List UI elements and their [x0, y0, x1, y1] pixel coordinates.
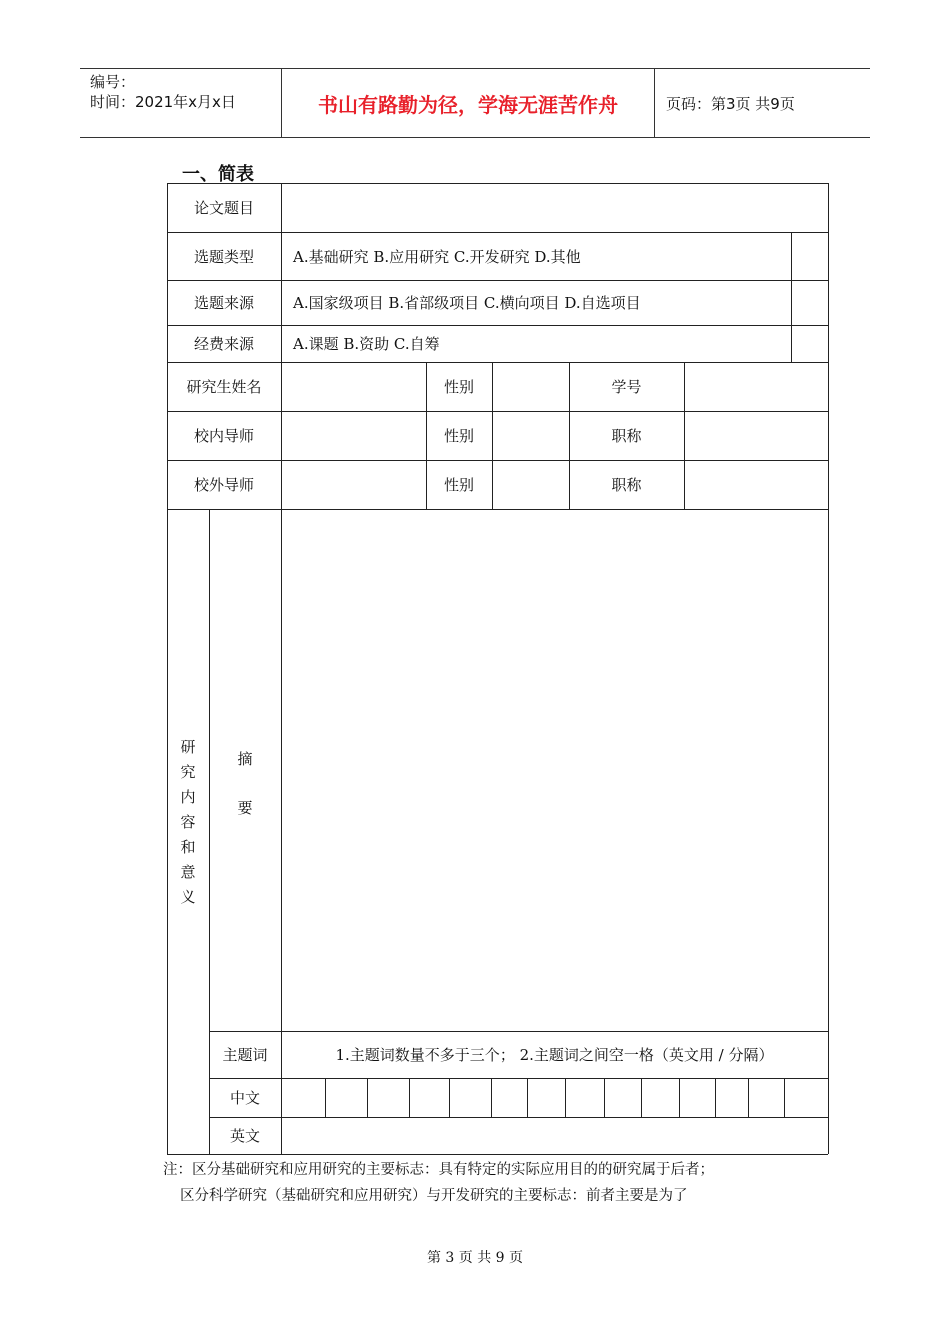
internal-advisor-title-label: 职称 — [611, 427, 642, 445]
topic-type-choice-field[interactable] — [792, 233, 827, 280]
note-line-2: 区分科学研究（基础研究和应用研究）与开发研究的主要标志：前者主要是为了 — [180, 1188, 688, 1204]
topic-source-label: 选题来源 — [193, 294, 254, 312]
topic-source-options[interactable]: A.国家级项目 B.省部级项目 C.横向项目 D.自选项目 — [293, 294, 641, 312]
keywords-label: 主题词 — [222, 1046, 268, 1064]
topic-source-choice-field[interactable] — [792, 281, 827, 325]
external-advisor-title-field[interactable] — [685, 461, 827, 509]
funding-source-label: 经费来源 — [193, 335, 254, 353]
funding-source-choice-field[interactable] — [792, 326, 827, 362]
chinese-keywords-label: 中文 — [229, 1089, 260, 1107]
topic-type-options[interactable]: A.基础研究 B.应用研究 C.开发研究 D.其他 — [293, 247, 581, 266]
research-content-label: 研究内容和意义 — [180, 738, 196, 906]
english-keywords-field[interactable] — [282, 1118, 827, 1154]
document-number-label: 编号： — [90, 73, 136, 91]
internal-advisor-label: 校内导师 — [193, 427, 254, 445]
student-gender-field[interactable] — [493, 363, 569, 411]
thesis-title-field[interactable] — [282, 184, 827, 232]
header-motto: 书山有路勤为径，学海无涯苦作舟 — [318, 92, 618, 117]
header-meta — [90, 72, 236, 112]
abstract-label: 摘要 — [237, 750, 253, 817]
section-title: 一、简表 — [182, 164, 254, 185]
external-advisor-label: 校外导师 — [193, 476, 254, 494]
internal-advisor-gender-label: 性别 — [443, 427, 474, 445]
topic-type-label: 选题类型 — [193, 247, 254, 266]
english-keywords-label: 英文 — [229, 1127, 260, 1145]
header-page-number: 页码：第3页 共9页 — [666, 95, 795, 113]
external-advisor-field[interactable] — [282, 461, 425, 509]
page-footer: 第 3 页 共 9 页 — [426, 1250, 524, 1266]
page-header — [80, 68, 870, 138]
student-gender-label: 性别 — [443, 378, 474, 396]
student-id-label: 学号 — [611, 378, 642, 396]
header-divider — [654, 69, 655, 137]
external-advisor-gender-field[interactable] — [493, 461, 569, 509]
note-line-1: 注：区分基础研究和应用研究的主要标志：具有特定的实际应用目的的研究属于后者； — [163, 1162, 714, 1178]
external-advisor-gender-label: 性别 — [443, 476, 474, 494]
internal-advisor-title-field[interactable] — [685, 412, 827, 460]
student-name-label: 研究生姓名 — [186, 378, 262, 396]
document-date-label: 时间：2021年x月x日 — [90, 93, 236, 111]
abstract-field[interactable] — [282, 510, 827, 1031]
thesis-title-label: 论文题目 — [193, 199, 254, 217]
chinese-keywords-field[interactable] — [282, 1079, 827, 1117]
internal-advisor-field[interactable] — [282, 412, 425, 460]
funding-source-options[interactable]: A.课题 B.资助 C.自筹 — [293, 335, 440, 353]
internal-advisor-gender-field[interactable] — [493, 412, 569, 460]
student-id-field[interactable] — [685, 363, 827, 411]
student-name-field[interactable] — [282, 363, 425, 411]
external-advisor-title-label: 职称 — [611, 476, 642, 494]
keywords-instructions: 1.主题词数量不多于三个； 2.主题词之间空一格（英文用 / 分隔） — [335, 1046, 774, 1064]
